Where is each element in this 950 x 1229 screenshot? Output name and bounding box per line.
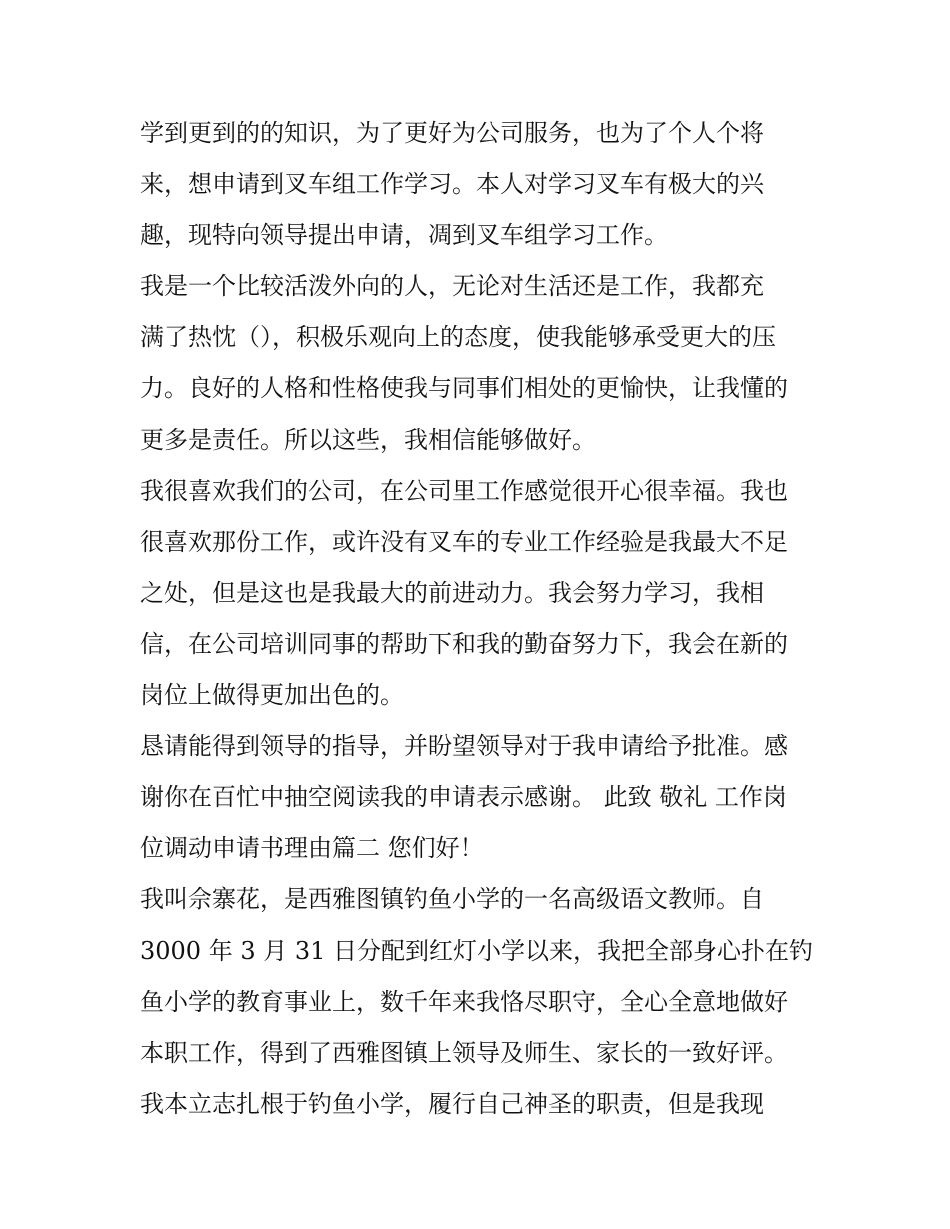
- text-line-5: 满了热忱（），积极乐观向上的态度，使我能够承受更大的压: [140, 323, 776, 352]
- text-line-3: 趣，现特向领导提出申请，凋到叉车组学习工作。: [140, 221, 668, 250]
- text-line-7: 更多是责任。所以这些，我相信能够做好。: [140, 425, 596, 454]
- text-line-20: 我本立志扎根于钓鱼小学，履行自己神圣的职责，但是我现: [140, 1089, 764, 1118]
- body-text: [140, 108, 820, 1130]
- text-line-11: 信，在公司培训同事的帮助下和我的勤奋努力下，我会在新的: [140, 629, 788, 658]
- text-line-12: 岗位上做得更加出色的。: [140, 681, 404, 710]
- text-line-2: 来，想申请到叉车组工作学习。本人对学习叉车有极大的兴: [140, 170, 764, 199]
- text-line-13: 恳请能得到领导的指导，并盼望领导对于我申请给予批准。感: [140, 732, 788, 761]
- text-line-9: 很喜欢那份工作，或许没有叉车的专业工作经验是我最大不足: [140, 527, 788, 556]
- text-line-18: 鱼小学的教育事业上，数千年来我恪尽职守，全心全意地做好: [140, 987, 788, 1016]
- text-line-16: 我叫佘寨花，是西雅图镇钓鱼小学的一名高级语文教师。自: [140, 885, 764, 914]
- text-line-1: 学到更到的的知识，为了更好为公司服务，也为了个人个将: [140, 119, 764, 147]
- text-line-4: 我是一个比较活泼外向的人，无论对生活还是工作，我都充: [140, 272, 764, 301]
- text-line-15: 位调动申请书理由篇二 您们好！: [140, 834, 484, 863]
- text-line-19: 本职工作，得到了西雅图镇上领导及师生、家长的一致好评。: [140, 1038, 788, 1067]
- text-line-17: 3000 年 3 月 31 日分配到红灯小学以来，我把全部身心扑在钓: [140, 936, 814, 965]
- text-line-6: 力。良好的人格和性格使我与同事们相处的更愉快，让我懂的: [140, 374, 788, 403]
- text-line-14: 谢你在百忙中抽空阅读我的申请表示感谢。 此致 敬礼 工作岗: [140, 783, 787, 812]
- text-line-8: 我很喜欢我们的公司，在公司里工作感觉很开心很幸福。我也: [140, 476, 788, 505]
- text-line-10: 之处，但是这也是我最大的前进动力。我会努力学习，我相: [140, 578, 764, 607]
